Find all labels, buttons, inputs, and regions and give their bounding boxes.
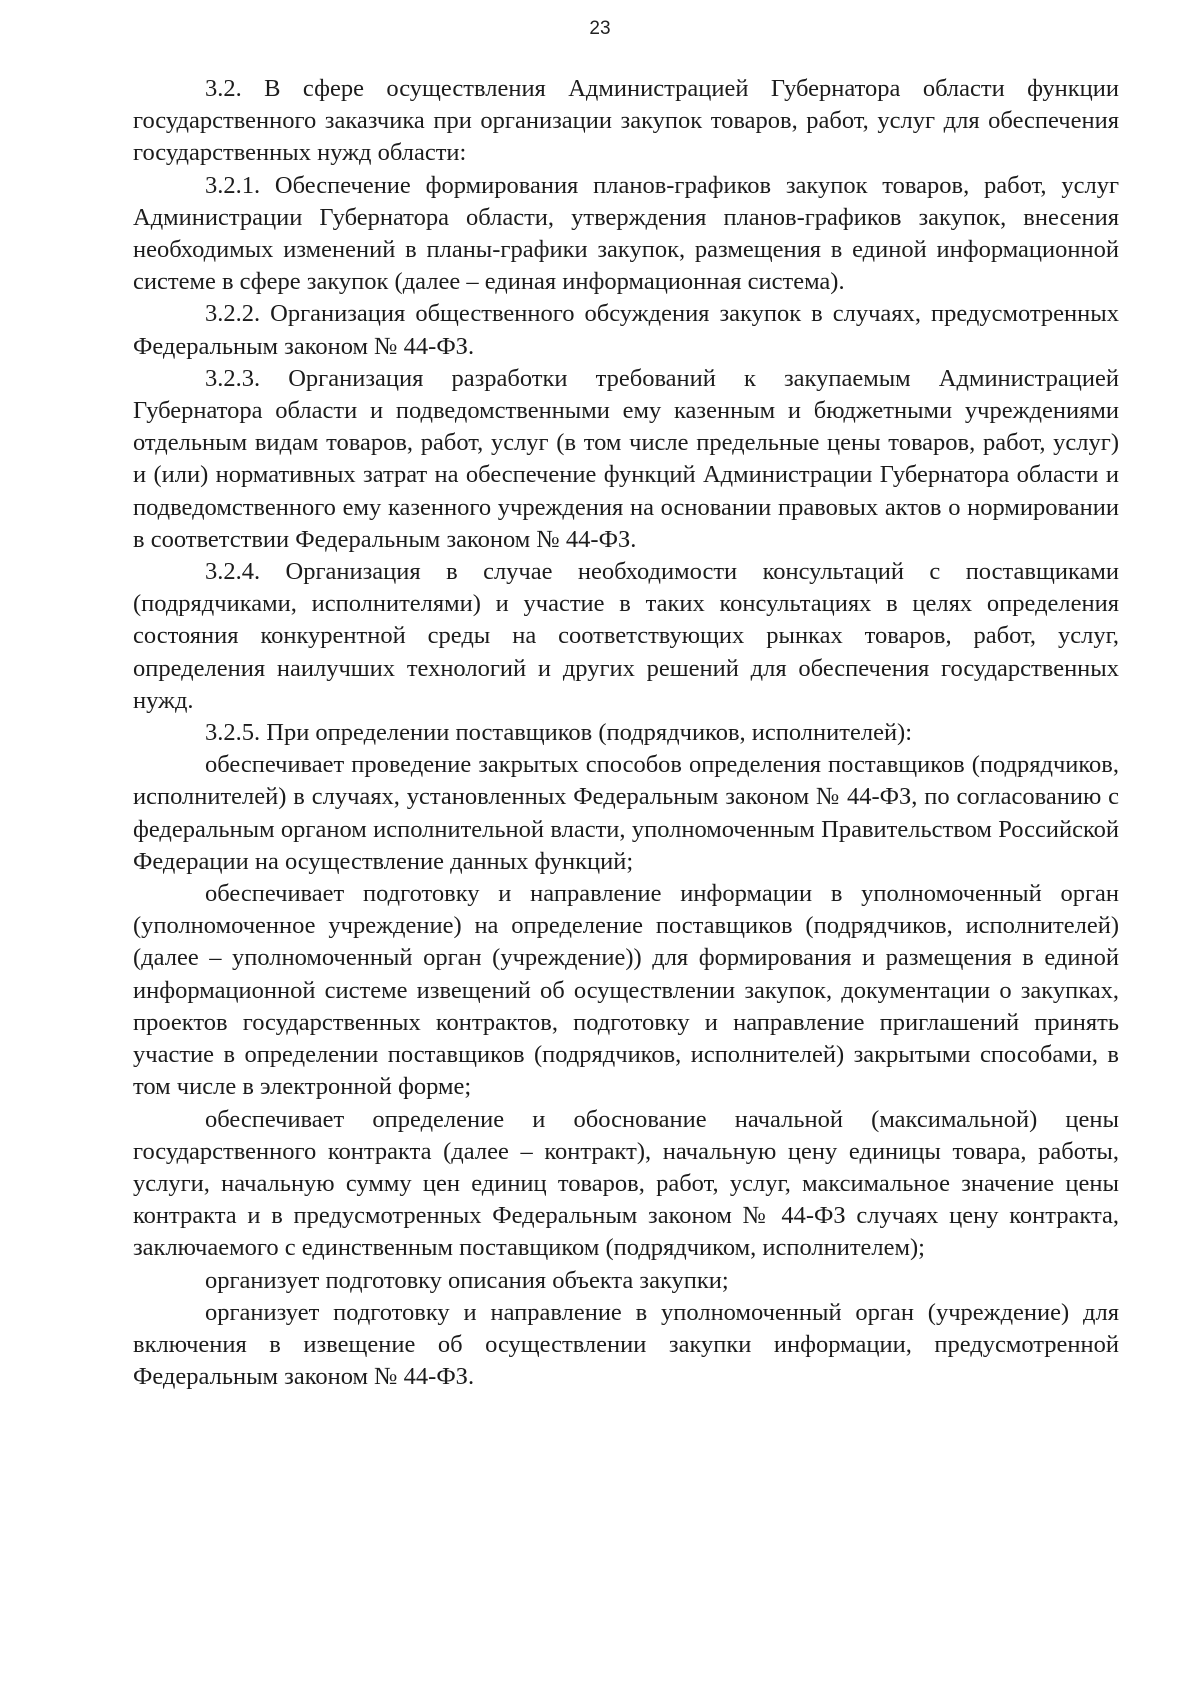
page-number: 23	[589, 18, 611, 39]
paragraph-3-2-3: 3.2.3. Организация разработки требований к закупаемым Администрацией Губернатора области и подведомственными ему казенным и бюджетными учреждениями отдельным видам товаров, работ, услуг (в том числе предельные цены товаров, работ, услуг) и (или) нормативных затрат на обеспечение функций Администрации Губернатора области и подведомственного ему казенного учреждения на основании правовых актов о нормировании в соответствии Федеральным законом № 44-ФЗ.	[133, 364, 1119, 553]
paragraph-3-2-4: 3.2.4. Организация в случае необходимости консультаций с поставщиками (подрядчиками, исполнителями) и участие в таких консультациях в целях определения состояния конкурентной среды на соответствующих рынках товаров, работ, услуг, определения наилучших технологий и других решений для обеспечения государственных нужд.	[133, 558, 1119, 714]
paragraph-information-submission: обеспечивает подготовку и направление информации в уполномоченный орган (уполномоченное учреждение) на определение поставщиков (подрядчиков, исполнителей) (далее – уполномоченный орган (учреждение)) для формирования и размещения в единой информационной системе извещений об осуществлении закупок, документации о закупках, проектов государственных контрактов, подготовку и направление приглашений принять участие в определении поставщиков (подрядчиков, исполнителей) закрытыми способами, в том числе в электронной форме;	[133, 880, 1119, 1101]
paragraph-closed-procurement: обеспечивает проведение закрытых способов определения поставщиков (подрядчиков, исполнителей) в случаях, установленных Федеральным законом № 44-ФЗ, по согласованию с федеральным органом исполнительной власти, уполномоченным Правительством Российской Федерации на осуществление данных функций;	[133, 751, 1119, 875]
paragraph-3-2: 3.2. В сфере осуществления Администрацией Губернатора области функции государственного заказчика при организации закупок товаров, работ, услуг для обеспечения государственных нужд области:	[133, 75, 1119, 167]
document-body	[133, 73, 1119, 1393]
paragraph-3-2-5: 3.2.5. При определении поставщиков (подрядчиков, исполнителей):	[205, 719, 913, 747]
paragraph-3-2-2: 3.2.2. Организация общественного обсуждения закупок в случаях, предусмотренных Федеральным законом № 44-ФЗ.	[133, 300, 1119, 360]
paragraph-3-2-1: 3.2.1. Обеспечение формирования планов-графиков закупок товаров, работ, услуг Администрации Губернатора области, утверждения планов-графиков закупок, внесения необходимых изменений в планы-графики закупок, размещения в единой информационной системе в сфере закупок (далее – единая информационная система).	[133, 171, 1119, 296]
paragraph-notice-information: организует подготовку и направление в уполномоченный орган (учреждение) для включения в извещение об осуществлении закупки информации, предусмотренной Федеральным законом № 44-ФЗ.	[133, 1298, 1119, 1391]
paragraph-object-description: организует подготовку описания объекта закупки;	[205, 1266, 729, 1294]
paragraph-contract-price: обеспечивает определение и обоснование начальной (максимальной) цены государственного контракта (далее – контракт), начальную цену единицы товара, работы, услуги, начальную сумму цен единиц товаров, работ, услуг, максимальное значение цены контракта и в предусмотренных Федеральным законом № 44-ФЗ случаях цену контракта, заключаемого с единственным поставщиком (подрядчиком, исполнителем);	[133, 1105, 1119, 1262]
